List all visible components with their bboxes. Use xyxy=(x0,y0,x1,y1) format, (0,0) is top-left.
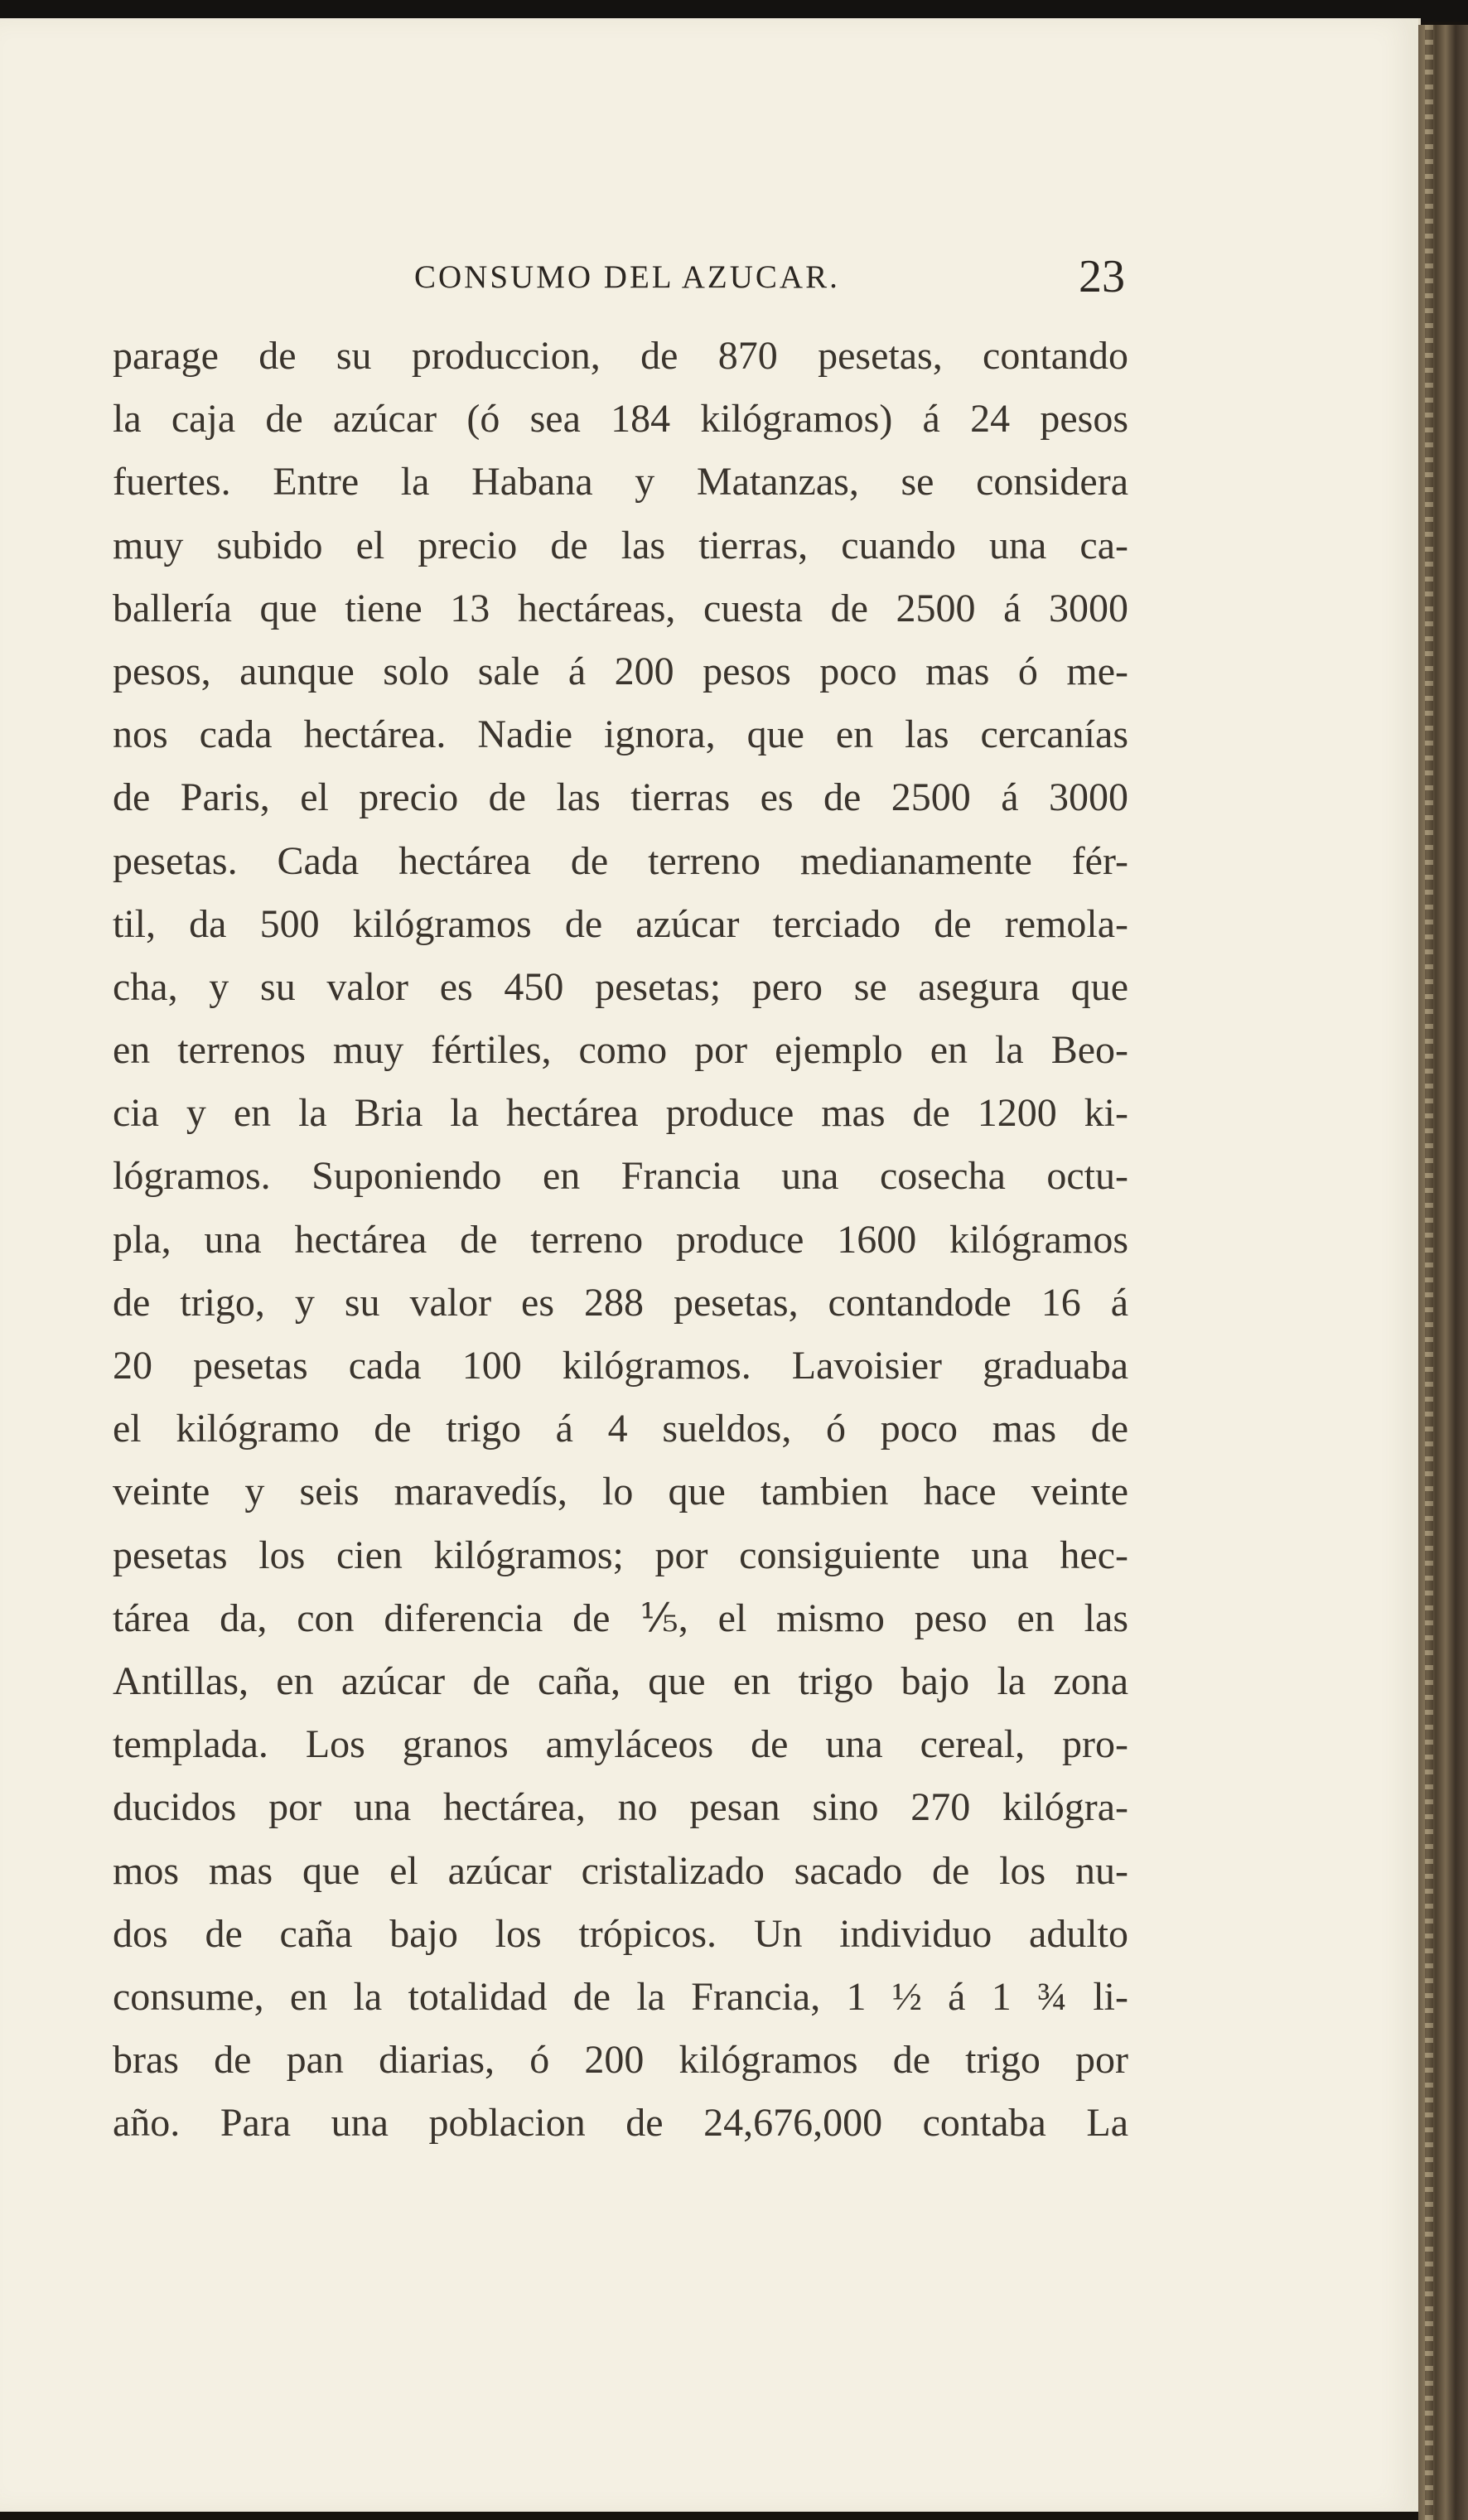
page xyxy=(0,18,1421,2512)
text-line: lógramos. Suponiendo en Francia una cosecha octu- xyxy=(113,1154,1128,1199)
text-line: nos cada hectárea. Nadie ignora, que en las cercanías xyxy=(113,712,1128,757)
text-line: 20 pesetas cada 100 kilógramos. Lavoisier graduaba xyxy=(113,1344,1128,1388)
text-line: pesetas los cien kilógramos; por consiguiente una hec- xyxy=(113,1533,1128,1577)
text-line: bras de pan diarias, ó 200 kilógramos de trigo por xyxy=(113,2038,1128,2083)
spine-fray xyxy=(1425,25,1433,2520)
text-line: ballería que tiene 13 hectáreas, cuesta de 2500 á 3000 xyxy=(113,586,1128,630)
text-line: en terrenos muy fértiles, como por ejemplo en la Beo- xyxy=(113,1028,1128,1073)
text-line: la caja de azúcar (ó sea 184 kilógramos) á 24 pesos xyxy=(113,397,1128,442)
text-line: dos de caña bajo los trópicos. Un individuo adulto xyxy=(113,1911,1128,1956)
body-text xyxy=(113,325,1128,2155)
text-line: pesetas. Cada hectárea de terreno medianamente fér- xyxy=(113,838,1128,883)
running-title: CONSUMO DEL AZUCAR. xyxy=(414,259,840,295)
text-line: cha, y su valor es 450 pesetas; pero se asegura que xyxy=(113,964,1128,1009)
text-line: pesos, aunque solo sale á 200 pesos poco mas ó me- xyxy=(113,649,1128,693)
text-line: tárea da, con diferencia de ⅕, el mismo peso en las xyxy=(113,1596,1128,1640)
text-line: mos mas que el azúcar cristalizado sacado de los nu- xyxy=(113,1848,1128,1893)
text-line: pla, una hectárea de terreno produce 1600 kilógramos xyxy=(113,1217,1128,1262)
text-line: ducidos por una hectárea, no pesan sino 270 kilógra- xyxy=(113,1785,1128,1830)
text-line: el kilógramo de trigo á 4 sueldos, ó poco mas de xyxy=(113,1407,1128,1451)
text-line: til, da 500 kilógramos de azúcar terciado de remola- xyxy=(113,901,1128,946)
text-line: cia y en la Bria la hectárea produce mas de 1200 ki- xyxy=(113,1091,1128,1136)
text-line: muy subido el precio de las tierras, cuando una ca- xyxy=(113,523,1128,567)
text-line: veinte y seis maravedís, lo que tambien hace veinte xyxy=(113,1470,1128,1514)
text-line: templada. Los granos amyláceos de una cereal, pro- xyxy=(113,1722,1128,1767)
text-line: año. Para una poblacion de 24,676,000 contaba La xyxy=(113,2101,1128,2146)
text-line: consume, en la totalidad de la Francia, 1 ½ á 1 ¾ li- xyxy=(113,1974,1128,2019)
text-line: Antillas, en azúcar de caña, que en trigo bajo la zona xyxy=(113,1658,1128,1703)
text-line: de Paris, el precio de las tierras es de 2500 á 3000 xyxy=(113,775,1128,820)
page-number: 23 xyxy=(1079,251,1125,302)
text-line: parage de su produccion, de 870 pesetas, contando xyxy=(113,334,1128,378)
text-line: fuertes. Entre la Habana y Matanzas, se considera xyxy=(113,460,1128,504)
book-spine-edge xyxy=(1418,25,1468,2520)
text-line: de trigo, y su valor es 288 pesetas, contandode 16 á xyxy=(113,1280,1128,1325)
